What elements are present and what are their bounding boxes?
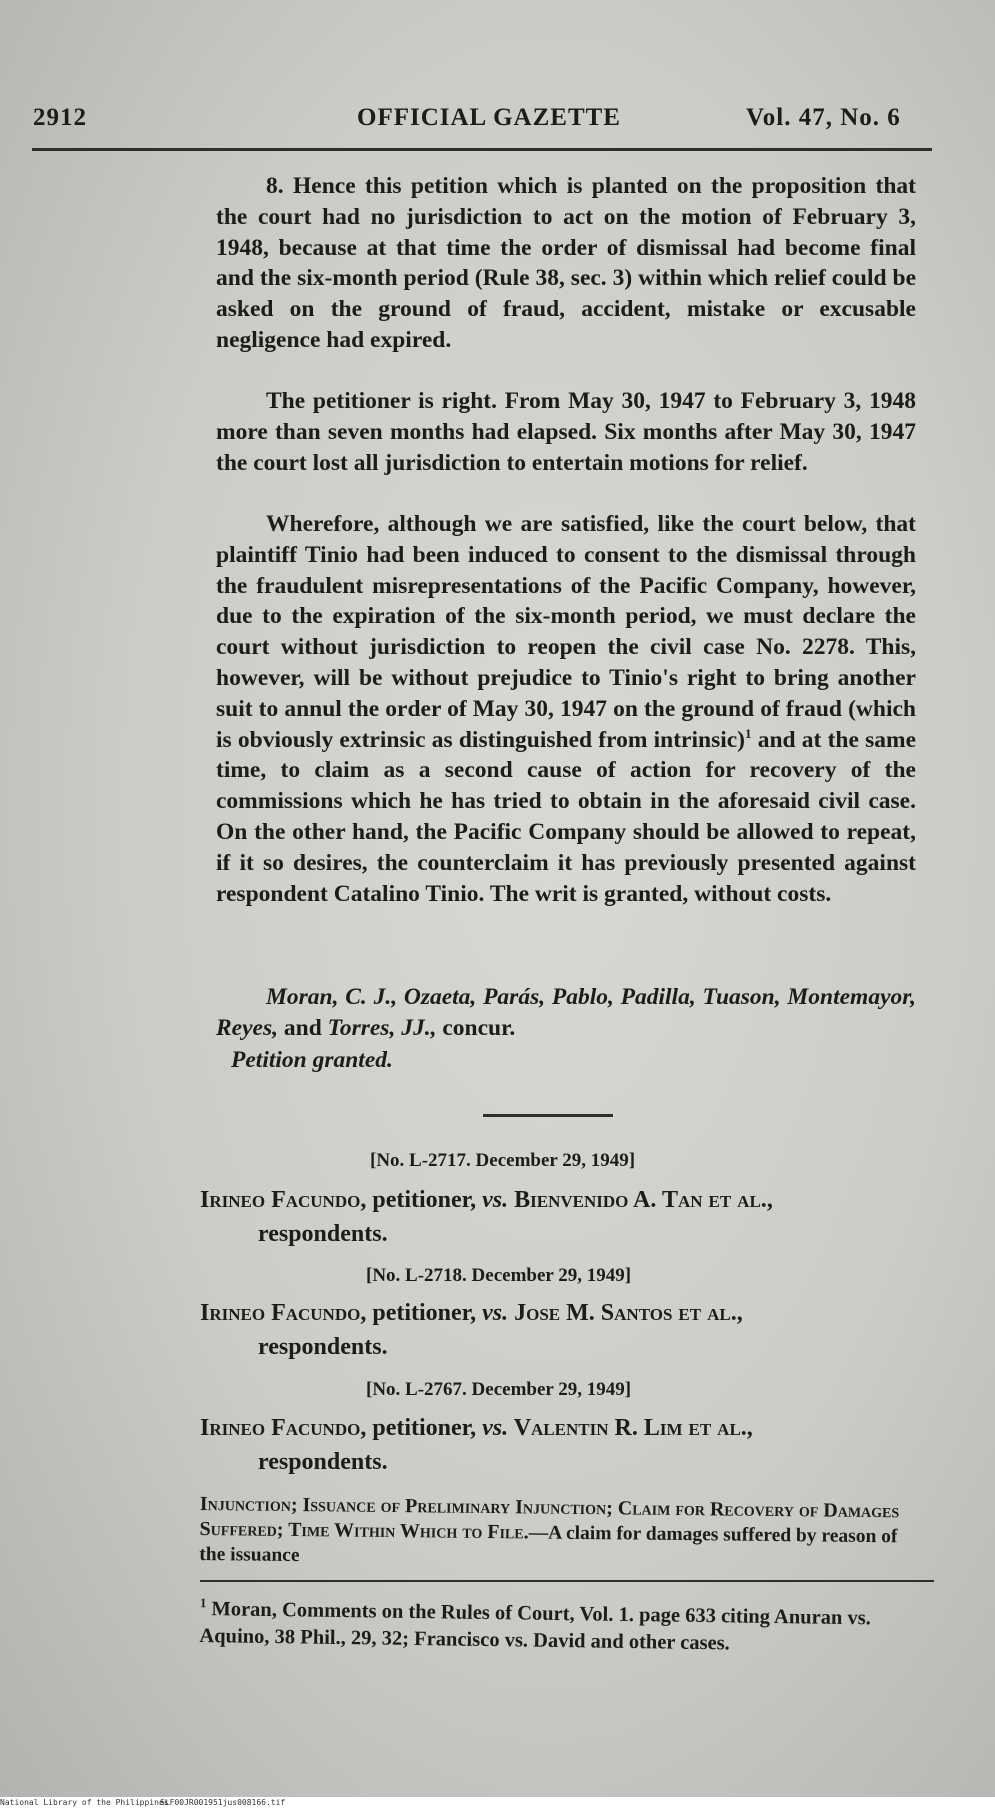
docket-line: [No. L-2767. December 29, 1949] <box>366 1379 632 1400</box>
respondent-role: respondents. <box>258 1449 388 1475</box>
syllabus-heading: Injunction; Issuance of Preliminary Injunction; Claim for Recovery of Damages Suffered; Time Within Which to File. <box>199 1493 900 1544</box>
petitioner-name: Irineo Facundo <box>200 1415 361 1441</box>
respondent-name: Valentin R. Lim et al. <box>508 1415 747 1441</box>
paragraph-petitioner-right <box>216 386 916 478</box>
section-separator <box>483 1114 613 1117</box>
concurring-justices: Moran, C. J., Ozaeta, Parás, Pablo, Padilla, Tuason, Montemayor, Reyes, <box>216 984 916 1041</box>
paragraph-text <box>216 509 916 909</box>
respondent-role: respondents. <box>258 1221 388 1247</box>
paragraph-petition <box>216 171 916 356</box>
case-title: Irineo Facundo, petitioner, vs. Jose M. Santos et al., respondents. <box>200 1296 920 1364</box>
syllabus <box>199 1492 920 1575</box>
footnote-rule <box>200 1580 934 1582</box>
docket-line: [No. L-2718. December 29, 1949] <box>366 1265 632 1286</box>
library-credit: National Library of the Philippines <box>0 1798 169 1807</box>
header-rule <box>32 148 932 151</box>
volume-number: Vol. 47, No. 6 <box>746 104 901 131</box>
scan-file-id: SLF00JR001951jus008166.tif <box>160 1798 286 1807</box>
footnote <box>199 1596 920 1660</box>
paragraph-text-tail: and at the same time, to claim as a second cause of action for recovery of the commissions which he has tried to obtain in the aforesaid civil case. On the other hand, the Pacific Company should be allowed to repeat, if it so desires, the counterclaim it has previously presented against respondent Catalino Tinio. The writ is granted, without costs. <box>216 726 916 907</box>
paragraph-text: The petitioner is right. From May 30, 1947 to February 3, 1948 more than seven months had elapsed. Six months after May 30, 1947 the court lost all jurisdiction to entertain motions for relief. <box>216 388 916 476</box>
paragraph-text-head: Wherefore, although we are satisfied, like the court below, that plaintiff Tinio had been induced to consent to the dismissal through the fraudulent misrepresentations of the Pacific Company, however, due to the expiration of the six-month period, we must declare the court without jurisdiction to reopen the civil case No. 2278. This, however, will be without prejudice to Tinio's right to bring another suit to annul the order of May 30, 1947 on the ground of fraud (which is obviously extrinsic as distinguished from intrinsic) <box>216 511 916 753</box>
page-number: 2912 <box>33 104 87 131</box>
syllabus-text: —A claim for damages suffered by reason of the issuance <box>199 1522 898 1567</box>
respondent-name: Bienvenido A. Tan et al. <box>508 1187 767 1213</box>
paragraph-wherefore <box>216 509 916 909</box>
respondent-name: Jose M. Santos et al. <box>508 1300 737 1326</box>
publication-title: OFFICIAL GAZETTE <box>357 104 621 131</box>
case-title: Irineo Facundo, petitioner, vs. Bienvenido A. Tan et al., respondents. <box>200 1183 920 1251</box>
docket-line: [No. L-2717. December 29, 1949] <box>370 1150 636 1171</box>
concurrence: Moran, C. J., Ozaeta, Parás, Pablo, Padilla, Tuason, Montemayor, Reyes, and Torres, JJ., concur. <box>216 984 916 1041</box>
case-title: Irineo Facundo, petitioner, vs. Valentin R. Lim et al., respondents. <box>200 1411 920 1479</box>
respondent-role: respondents. <box>258 1334 388 1360</box>
footnote-mark: 1 <box>199 1595 207 1611</box>
last-justice: Torres, JJ., <box>327 1014 437 1041</box>
paragraph-text: 8. Hence this petition which is planted on the proposition that the court had no jurisdiction to act on the motion of February 3, 1948, because at that time the order of dismissal had become final and the six-month period (Rule 38, sec. 3) within which relief could be asked on the ground of fraud, accident, mistake or excusable negligence had expired. <box>216 173 916 353</box>
footnote-reference: 1 <box>745 725 752 741</box>
scan-info-strip <box>0 1797 995 1808</box>
petitioner-name: Irineo Facundo <box>200 1300 361 1326</box>
petitioner-name: Irineo Facundo <box>200 1187 361 1213</box>
footnote-text: Moran, Comments on the Rules of Court, Vol. 1. page 633 citing Anuran vs. Aquino, 38 Phil., 29, 32; Francisco vs. David and other cases. <box>199 1598 871 1655</box>
result-line: Petition granted. <box>231 1047 393 1073</box>
